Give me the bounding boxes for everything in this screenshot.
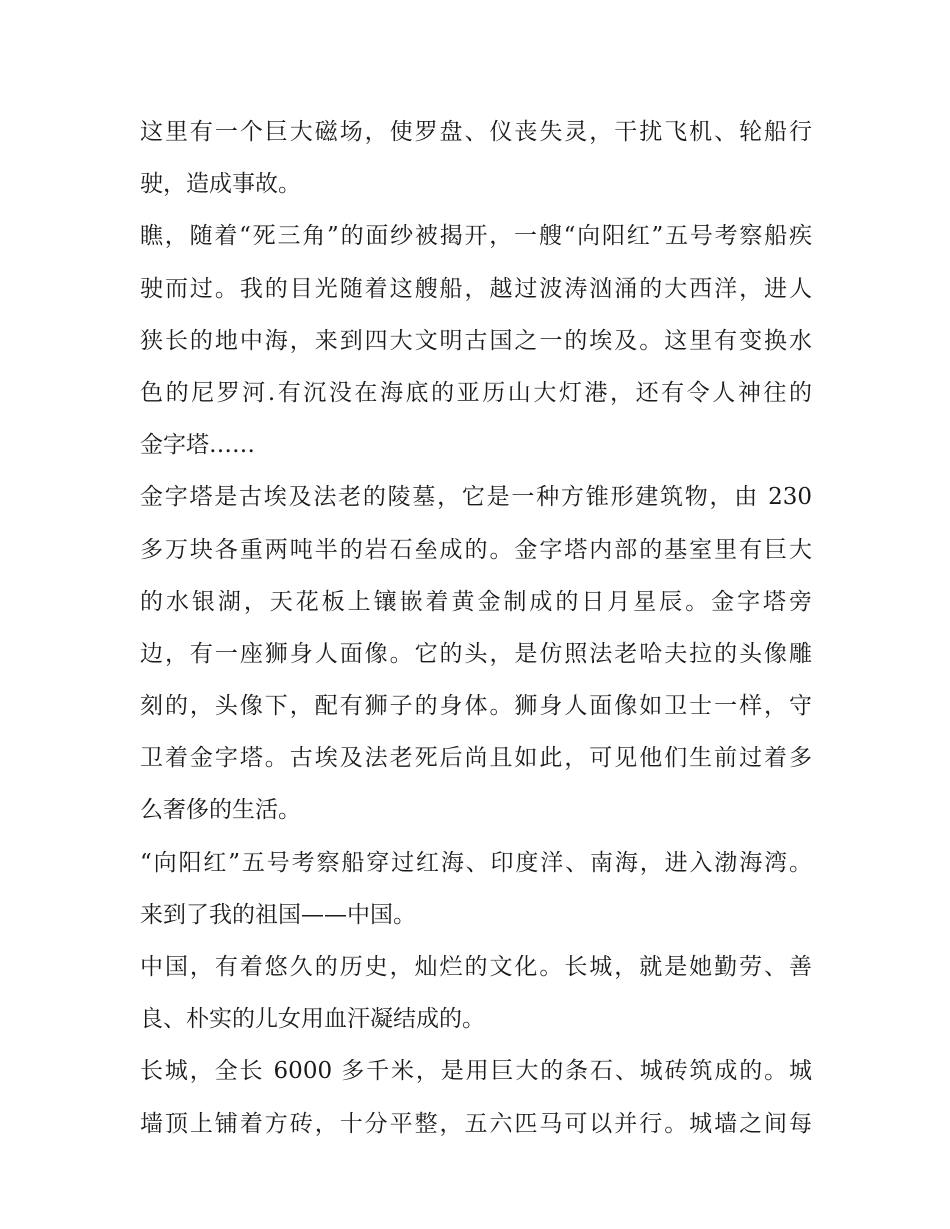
text-line: 卫着金字塔。古埃及法老死后尚且如此，可见他们生前过着多 [140, 745, 812, 772]
text-line: 多万块各重两吨半的岩石垒成的。金字塔内部的基室里有巨大 [140, 536, 812, 563]
text-line: 金字塔是古埃及法老的陵墓，它是一种方锥形建筑物，由 230 [140, 484, 812, 511]
text-line: 的水银湖，天花板上镶嵌着黄金制成的日月星辰。金字塔旁 [140, 588, 812, 615]
text-line: 狭长的地中海，来到四大文明古国之一的埃及。这里有变换水 [140, 327, 812, 354]
text-line: 刻的，头像下，配有狮子的身体。狮身人面像如卫士一样，守 [140, 693, 812, 720]
text-line: 良、朴实的儿女用血汗凝结成的。 [140, 1006, 485, 1033]
text-line: 来到了我的祖国——中国。 [140, 901, 416, 928]
text-line: 驶，造成事故。 [140, 171, 301, 198]
text-line: 驶而过。我的目光随着这艘船，越过波涛汹涌的大西洋，进人 [140, 275, 812, 302]
text-line: 金字塔…… [140, 432, 255, 459]
text-line: 长城，全长 6000 多千米，是用巨大的条石、城砖筑成的。城 [140, 1058, 812, 1085]
text-line: 这里有一个巨大磁场，使罗盘、仪丧失灵，干扰飞机、轮船行 [140, 119, 812, 145]
text-line: 么奢侈的生活。 [140, 797, 301, 824]
document-text-body [140, 106, 812, 1150]
text-line: 中国，有着悠久的历史，灿烂的文化。长城，就是她勤劳、善 [140, 954, 812, 980]
text-line: 瞧，随着“死三角”的面纱被揭开，一艘“向阳红”五号考察船疾 [140, 223, 812, 250]
text-line: 边，有一座狮身人面像。它的头，是仿照法老哈夫拉的头像雕 [140, 640, 812, 667]
text-line: “向阳红”五号考察船穿过红海、印度洋、南海，进入渤海湾。 [140, 849, 812, 876]
text-line: 色的尼罗河.有沉没在海底的亚历山大灯港，还有令人神往的 [140, 379, 812, 406]
text-line: 墙顶上铺着方砖，十分平整，五六匹马可以并行。城墙之间每 [140, 1110, 812, 1137]
